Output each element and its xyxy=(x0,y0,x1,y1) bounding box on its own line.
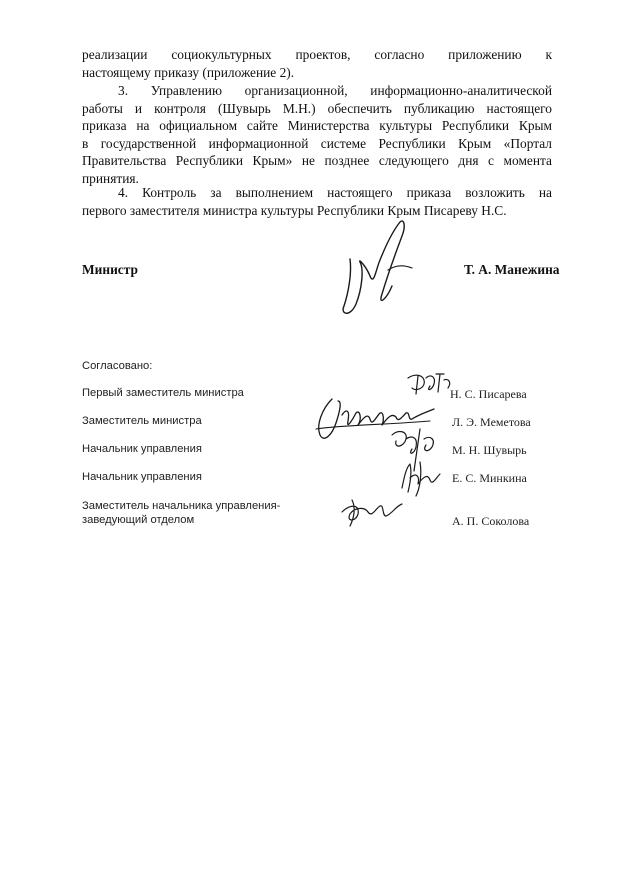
approval-position-line2: заведующий отделом xyxy=(82,514,195,526)
text-line: в государственной информационной системе Республики Крым «Портал xyxy=(82,135,552,151)
minister-signature xyxy=(330,214,420,324)
text-line: 4. Контроль за выполнением настоящего приказа возложить на xyxy=(118,185,552,200)
signatory-title: Министр xyxy=(82,262,138,277)
paragraph-3 xyxy=(82,82,552,187)
text-line: настоящему приказу (приложение 2). xyxy=(82,64,295,80)
text-line: принятия. xyxy=(82,170,139,186)
approval-position: Заместитель министра xyxy=(82,415,202,427)
approval-name: Л. Э. Меметова xyxy=(452,415,531,429)
paragraph-4 xyxy=(82,184,552,219)
signatory-name: Т. А. Манежина xyxy=(464,262,560,277)
approval-position: Заместитель начальника управления- xyxy=(82,500,281,512)
text-line: реализации социокультурных проектов, согласно приложению к xyxy=(82,47,552,62)
signature-sokolova xyxy=(338,494,408,530)
paragraph-intro xyxy=(82,46,552,81)
approval-position: Начальник управления xyxy=(82,471,202,483)
text-line: работы и контроля (Шувырь М.Н.) обеспечить публикацию настоящего xyxy=(82,100,552,116)
approval-heading: Согласовано: xyxy=(82,360,153,372)
text-line: Правительства Республики Крым» не позднее следующего дня с момента xyxy=(82,153,552,168)
signature-minkina xyxy=(396,458,444,498)
approval-name: М. Н. Шувырь xyxy=(452,443,527,457)
approval-name: Н. С. Писарева xyxy=(450,387,527,401)
text-line: приказа на официальном сайте Министерства культуры Республики Крым xyxy=(82,118,552,133)
text-line: 3. Управлению организационной, информационно-аналитической xyxy=(118,83,552,98)
approval-name: А. П. Соколова xyxy=(452,514,530,528)
approval-position: Начальник управления xyxy=(82,443,202,455)
approval-name: Е. С. Минкина xyxy=(452,471,527,485)
approval-position: Первый заместитель министра xyxy=(82,387,244,399)
text-line: первого заместителя министра культуры Республики Крым Писареву Н.С. xyxy=(82,202,507,218)
